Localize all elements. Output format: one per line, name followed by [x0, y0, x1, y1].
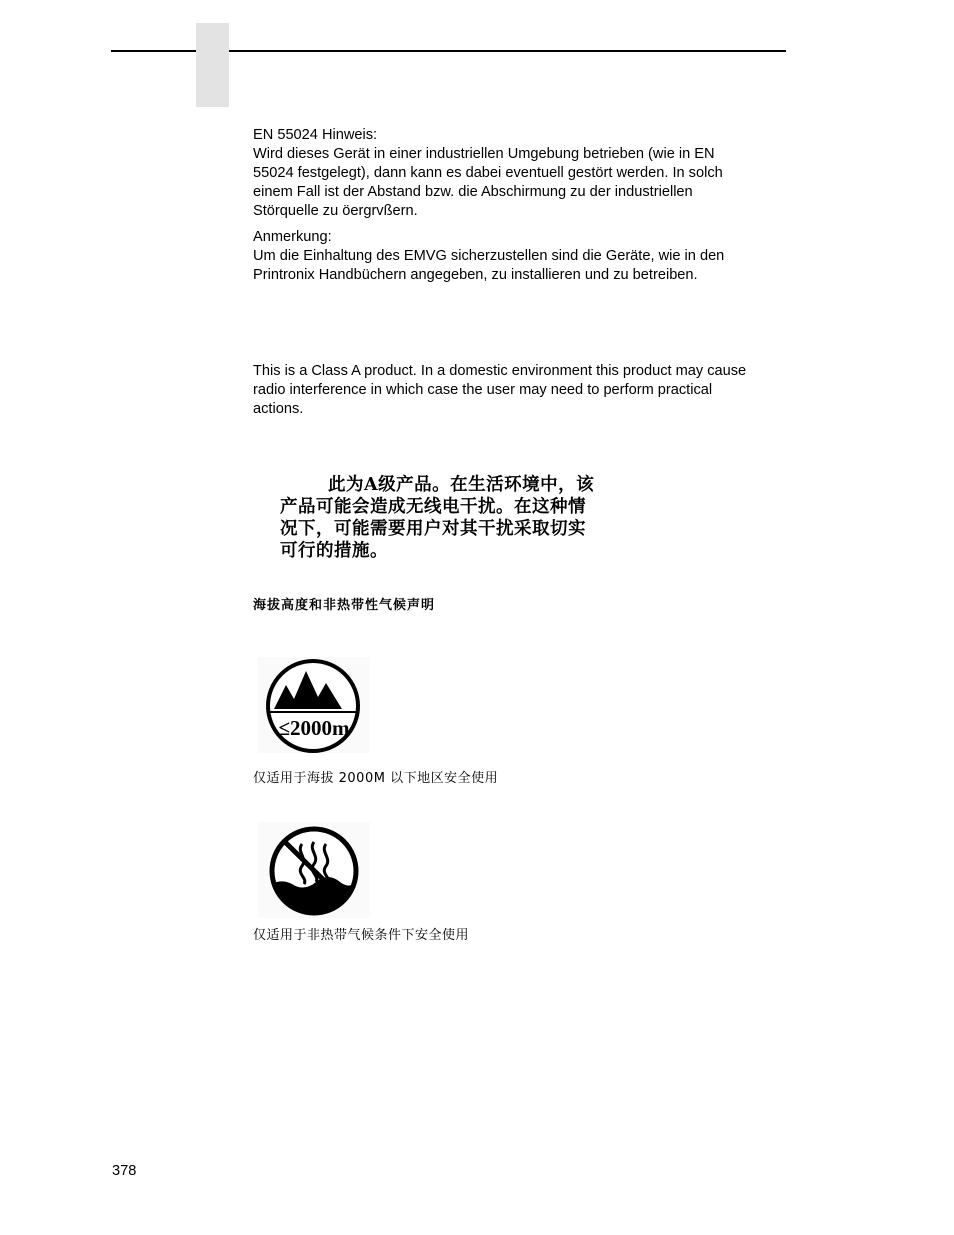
- class-a-line: actions.: [253, 401, 304, 417]
- en55024-line: einem Fall ist der Abstand bzw. die Abschirmung zu der industriellen: [253, 184, 693, 200]
- class-a-line: This is a Class A product. In a domestic environment this product may cause: [253, 363, 747, 379]
- non-tropical-climate-icon: [258, 822, 370, 918]
- altitude-climate-heading: 海拔高度和非热带性气候声明: [253, 598, 436, 613]
- chapter-tab: [196, 23, 229, 107]
- altitude-symbol-label: ≤2000m: [278, 716, 350, 740]
- en55024-body: [253, 145, 793, 221]
- page-number: 378: [112, 1163, 137, 1179]
- altitude-caption: 仅适用于海拔 2000M 以下地区安全使用: [253, 771, 499, 786]
- anmerkung-line: Um die Einhaltung des EMVG sicherzustellen sind die Geräte, wie in den: [253, 248, 725, 264]
- anmerkung-line: Printronix Handbüchern angegeben, zu installieren und zu betreiben.: [253, 267, 698, 283]
- chinese-class-a-line: 此为A级产品。在生活环境中，该: [328, 475, 595, 495]
- climate-caption: 仅适用于非热带气候条件下安全使用: [253, 928, 470, 943]
- anmerkung-title: Anmerkung:: [253, 229, 332, 245]
- class-a-line: radio interference in which case the user may need to perform practical: [253, 382, 713, 398]
- en55024-line: Störquelle zu öergrvßern.: [253, 203, 418, 219]
- en55024-line: Wird dieses Gerät in einer industriellen Umgebung betrieben (wie in EN: [253, 146, 715, 162]
- chinese-class-a-line: 产品可能会造成无线电干扰。在这种情: [280, 497, 586, 517]
- chinese-class-a-line: 可行的措施。: [280, 541, 388, 561]
- anmerkung-body: [253, 247, 793, 285]
- altitude-2000m-icon: [258, 657, 370, 753]
- en55024-line: 55024 festgelegt), dann kann es dabei eventuell gestört werden. In solch: [253, 165, 723, 181]
- anmerkung-notice: [253, 228, 793, 285]
- class-a-notice: [253, 362, 793, 419]
- en55024-title: EN 55024 Hinweis:: [253, 127, 378, 143]
- en55024-notice: [253, 126, 793, 221]
- chinese-class-a-notice: [280, 474, 700, 562]
- chinese-class-a-line: 况下，可能需要用户对其干扰采取切实: [280, 519, 586, 539]
